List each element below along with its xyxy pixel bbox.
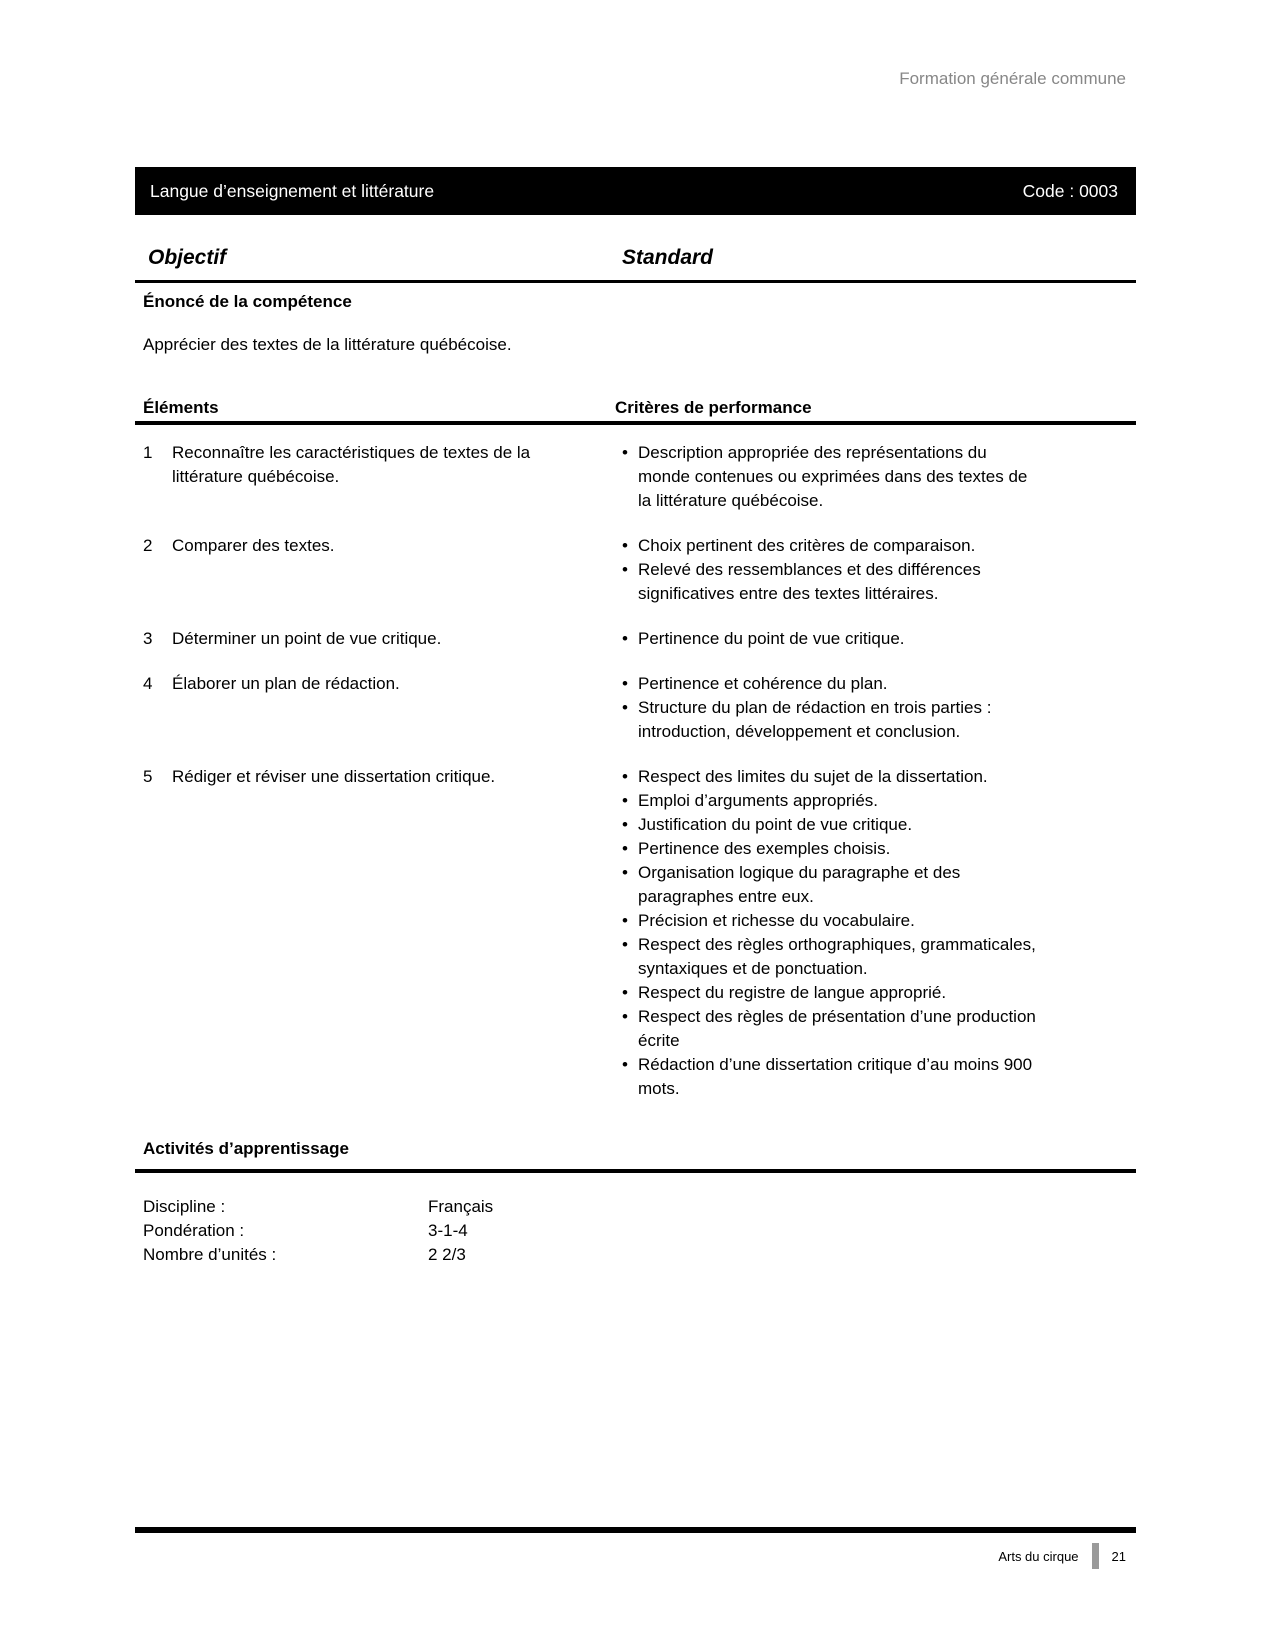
element-cell	[135, 627, 615, 651]
footer-line	[135, 1543, 1136, 1569]
criteria-item: • Pertinence et cohérence du plan.	[615, 672, 1038, 696]
element-row	[135, 765, 1136, 1101]
table-body	[135, 441, 1136, 1101]
criteria-item: • Respect du registre de langue approprié.	[615, 981, 1038, 1005]
field-label: Nombre d’unités :	[143, 1245, 277, 1264]
footer-divider	[1092, 1543, 1099, 1569]
criteria-list	[615, 534, 1136, 606]
field-row	[143, 1243, 1136, 1267]
criteria-cell	[615, 441, 1136, 513]
criteria-cell	[615, 672, 1136, 744]
element-text: Élaborer un plan de rédaction.	[172, 674, 400, 693]
element-row	[135, 534, 1136, 606]
competence-statement: Apprécier des textes de la littérature québécoise.	[143, 335, 512, 354]
elements-header: Éléments	[143, 398, 219, 417]
heading-standard: Standard	[622, 246, 714, 269]
criteria-list	[615, 765, 1136, 1101]
criteria-cell	[615, 627, 1136, 651]
element-row	[135, 627, 1136, 651]
criteria-item: • Respect des règles de présentation d’une production écrite	[615, 1005, 1038, 1053]
activities-heading: Activités d’apprentissage	[143, 1139, 349, 1158]
footer-page-number: 21	[1111, 1548, 1126, 1564]
footer-rule	[135, 1527, 1136, 1533]
element-cell	[135, 534, 615, 606]
element-number: 5	[143, 767, 153, 786]
competence-heading: Énoncé de la compétence	[143, 292, 352, 311]
criteria-item: • Respect des règles orthographiques, grammaticales, syntaxiques et de ponctuation.	[615, 933, 1038, 981]
criteria-item: • Rédaction d’une dissertation critique d’au moins 900 mots.	[615, 1053, 1038, 1101]
course-title: Langue d’enseignement et littérature	[150, 180, 435, 201]
element-text: Reconnaître les caractéristiques de textes de la littérature québécoise.	[172, 443, 531, 486]
criteria-list	[615, 672, 1136, 744]
activities-fields	[135, 1195, 1136, 1267]
activities-rule	[135, 1169, 1136, 1173]
element-cell	[135, 441, 615, 513]
criteria-item: • Organisation logique du paragraphe et des paragraphes entre eux.	[615, 861, 1038, 909]
criteria-item: • Relevé des ressemblances et des différences significatives entre des textes littéraires.	[615, 558, 1038, 606]
element-number: 3	[143, 629, 153, 648]
field-label: Pondération :	[143, 1221, 245, 1240]
element-cell	[135, 672, 615, 744]
criteria-item: • Pertinence des exemples choisis.	[615, 837, 1038, 861]
element-text: Rédiger et réviser une dissertation critique.	[172, 767, 496, 786]
field-row	[143, 1219, 1136, 1243]
table-header-rule	[135, 421, 1136, 425]
page-content	[135, 0, 1136, 1267]
criteria-list	[615, 441, 1136, 513]
criteria-item: • Emploi d’arguments appropriés.	[615, 789, 1038, 813]
footer-label: Arts du cirque	[998, 1548, 1079, 1564]
criteres-header: Critères de performance	[615, 398, 812, 417]
table-header-row	[135, 396, 1136, 420]
criteria-item: • Structure du plan de rédaction en trois parties : introduction, développement et conclusion.	[615, 696, 1038, 744]
element-text: Déterminer un point de vue critique.	[172, 629, 442, 648]
element-row	[135, 672, 1136, 744]
section-headings	[135, 246, 1136, 272]
element-text: Comparer des textes.	[172, 536, 335, 555]
criteria-item: • Précision et richesse du vocabulaire.	[615, 909, 1038, 933]
criteria-item: • Choix pertinent des critères de comparaison.	[615, 534, 1038, 558]
criteria-cell	[615, 765, 1136, 1101]
criteria-item: • Pertinence du point de vue critique.	[615, 627, 1038, 651]
element-number: 4	[143, 674, 153, 693]
running-header: Formation générale commune	[899, 69, 1126, 88]
field-value: 3-1-4	[428, 1221, 468, 1240]
page-footer	[135, 1527, 1136, 1569]
criteria-list	[615, 627, 1136, 651]
heading-objectif: Objectif	[148, 246, 227, 269]
criteria-cell	[615, 534, 1136, 606]
course-code: Code : 0003	[1022, 180, 1118, 201]
field-value: 2 2/3	[428, 1245, 466, 1264]
element-number: 1	[143, 443, 153, 462]
title-bar	[135, 167, 1136, 215]
criteria-item: • Justification du point de vue critique.	[615, 813, 1038, 837]
field-label: Discipline :	[143, 1197, 226, 1216]
element-row	[135, 441, 1136, 513]
criteria-item: • Description appropriée des représentations du monde contenues ou exprimées dans des textes de la littérature québécoise.	[615, 441, 1038, 513]
element-number: 2	[143, 536, 153, 555]
field-row	[143, 1195, 1136, 1219]
section-rule	[135, 280, 1136, 283]
element-cell	[135, 765, 615, 1101]
criteria-item: • Respect des limites du sujet de la dissertation.	[615, 765, 1038, 789]
field-value: Français	[428, 1197, 494, 1216]
